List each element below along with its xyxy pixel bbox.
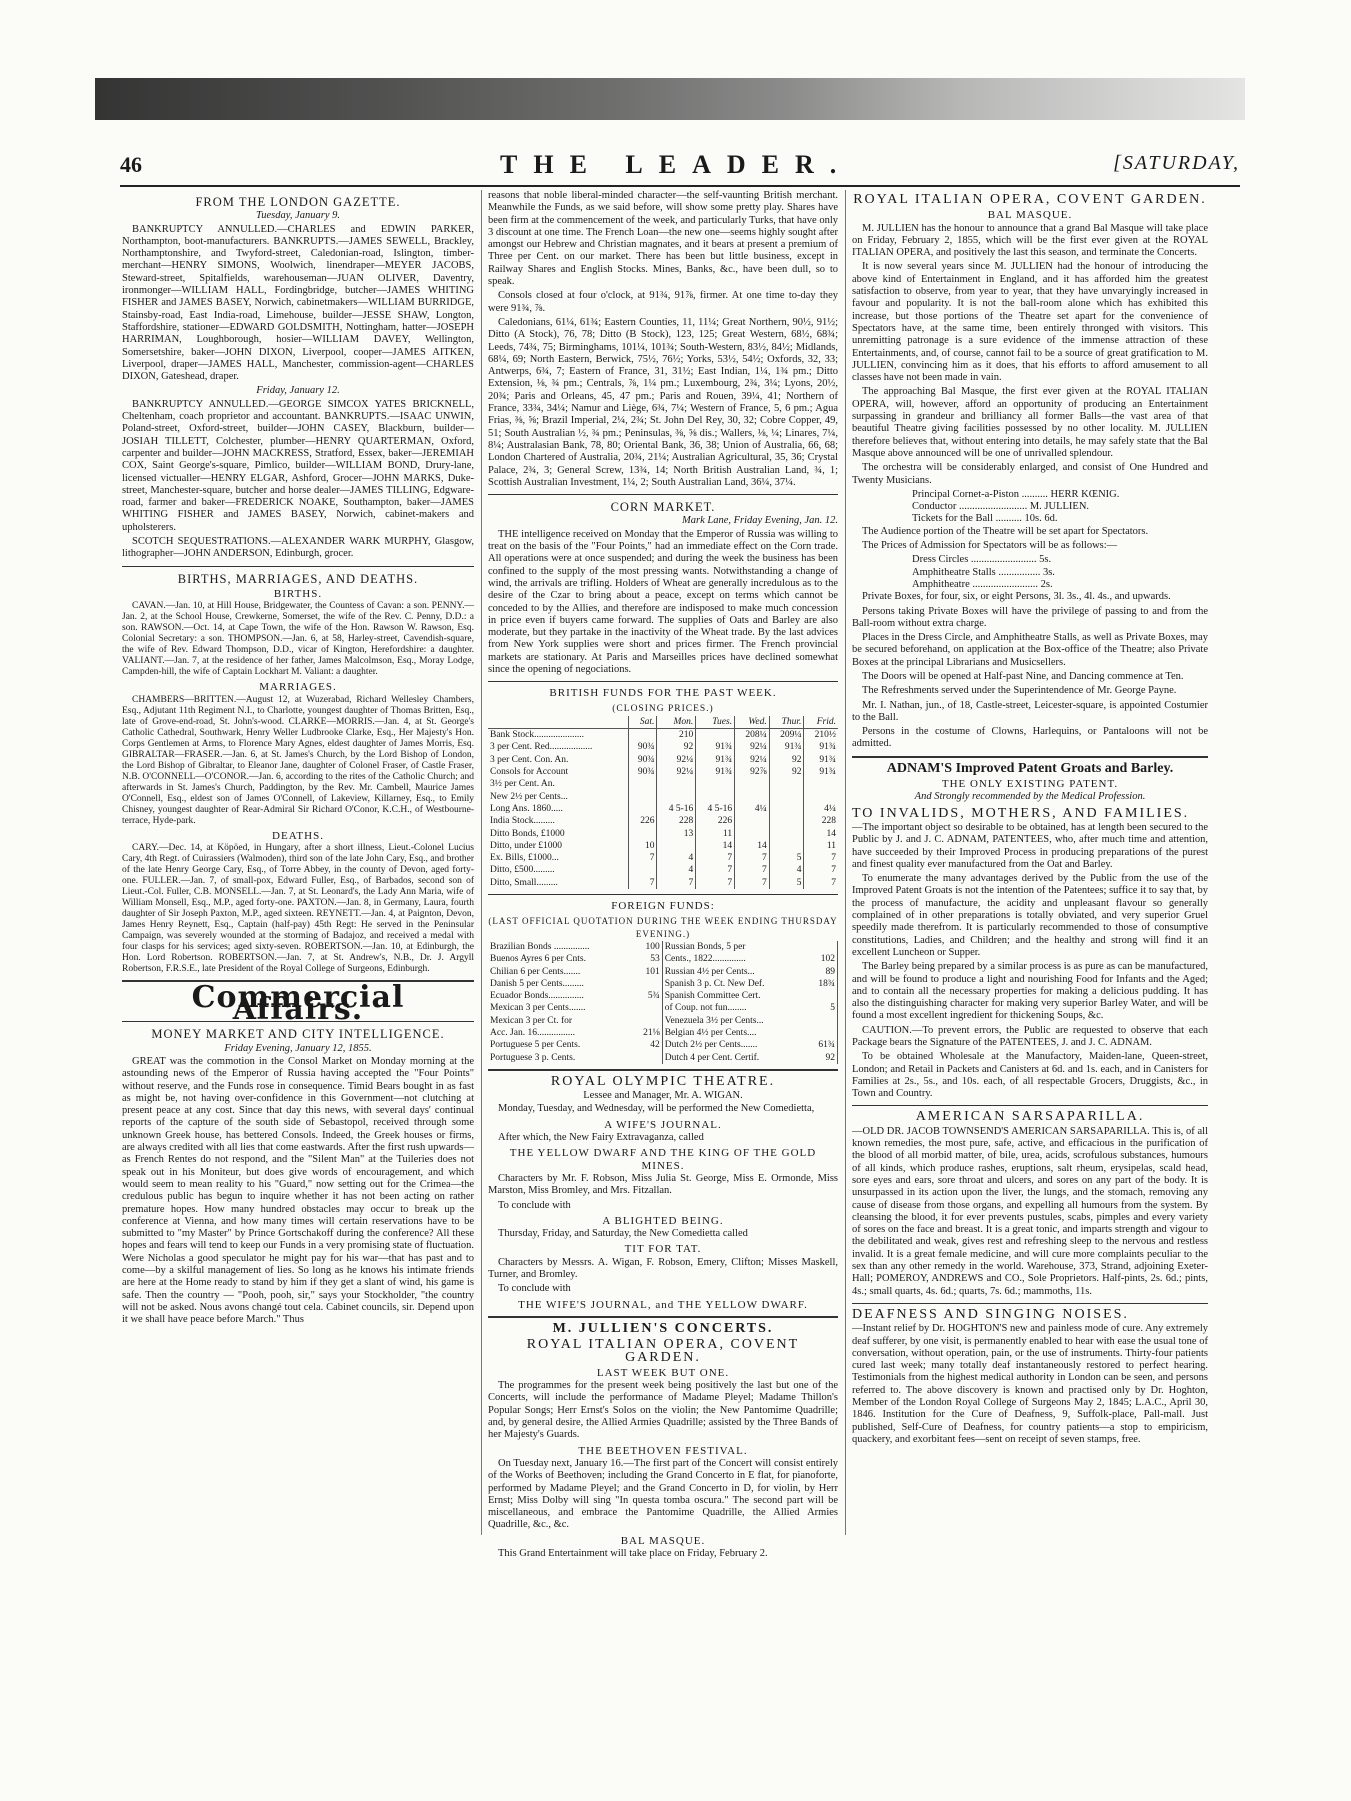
table-cell: 91¾ xyxy=(804,766,838,778)
table-cell: 7 xyxy=(657,877,696,889)
bal-masque-text: This Grand Entertainment will take place on Friday, February 2. xyxy=(498,1547,768,1559)
divider xyxy=(488,894,838,895)
table-cell: 7 xyxy=(629,852,657,864)
table-cell: Danish 5 per Cents......... xyxy=(490,978,584,989)
commercial-affairs-heading: Commercial Affairs. xyxy=(191,979,405,1028)
table-cell: Ditto, Small......... xyxy=(490,877,558,888)
opera-subtitle: LAST WEEK BUT ONE. xyxy=(596,1366,730,1379)
olympic-text: To conclude with xyxy=(498,1199,571,1211)
corn-market-title: CORN MARKET. xyxy=(610,500,716,515)
table-cell: 91¾ xyxy=(804,741,838,753)
price-line: Dress Circles ......................... 5s. xyxy=(912,554,1052,566)
table-row xyxy=(488,840,838,852)
table-cell: Spanish Committee Cert. xyxy=(664,991,761,1002)
olympic-text: Monday, Tuesday, and Wednesday, will be performed the New Comedietta, xyxy=(498,1103,815,1115)
table-cell xyxy=(696,778,735,790)
british-funds-table xyxy=(488,716,838,889)
table-cell xyxy=(696,791,735,803)
table-cell: Spanish 3 p. Ct. New Def. xyxy=(664,978,765,989)
opera-ball-subtitle: BAL MASQUE. xyxy=(987,209,1073,222)
deaths-heading: DEATHS. xyxy=(272,829,324,842)
table-header-cell: Frid. xyxy=(804,716,838,729)
table-row xyxy=(488,1039,838,1051)
table-cell: New 2½ per Cents... xyxy=(490,791,568,802)
adnam-text: The Barley being prepared by a similar process is as pure as can be manufactured, and will be found to produce a light and nourishing Food for Infants and the Aged; and to contain all the necessary properties for making a delicious pudding. It has also the distinguishing character for making very superior Barley Water, and will be found a most excellent ingredient for thickening Soups, &c. xyxy=(852,961,1208,1022)
table-row xyxy=(488,953,838,965)
table-row xyxy=(488,966,838,978)
sarsaparilla-title: AMERICAN SARSAPARILLA. xyxy=(915,1109,1145,1125)
table-row xyxy=(488,877,838,889)
consols-close: Consols closed at four o'clock, at 91¾, 91⅞, firmer. At one time to-day they were 91¾, ⅞. xyxy=(488,290,838,314)
table-cell: Ecuador Bonds............... xyxy=(490,991,584,1002)
divider xyxy=(852,756,1208,758)
table-row xyxy=(488,1002,838,1014)
table-cell: 5¾ xyxy=(633,990,663,1002)
corn-market-body: THE intelligence received on Monday that the Emperor of Russia was willing to treat on the basis of the "Four Points," had an immediate effect on the Corn trade. All operations were at once suspended; and during the week the business has been confined to the supply of the most pressing wants. Notwithstanding a change of wind, the arrivals are trifling. Holders of Wheat are generally incredulous as to the desire of the Czar to bring about a peace, except on terms which cannot be conceded to by the Allies, and therefore are indisposed to make much concession in price even if buyers came forward. The supplies of Oats and Barley are also moderate, but they partake in the inactivity of the Wheat trade. By the last advices from New York supplies were short and prices firmer. The French provincial markets are stationary. At Paris and Marseilles prices have declined somewhat since the opening of negociations. xyxy=(488,528,838,675)
orchestra-list xyxy=(852,489,1208,526)
scan-shadow xyxy=(95,78,1245,120)
table-cell xyxy=(808,990,838,1002)
table-row xyxy=(488,941,838,953)
table-cell: 4¼ xyxy=(804,803,838,815)
table-cell: 102 xyxy=(808,953,838,965)
share-prices: Caledonians, 61¼, 61¾; Eastern Counties, 11, 11¼; Great Northern, 90½, 91½; Ditto (A Stock), 76, 78; Ditto (B Stock), 123, 125; Great Western, 68½, 68¾; Leeds, 74¾, 75; Birminghams, 101¼, 101¾; South-Western, 83½, 84½; Midlands, 68¼, 69; North Eastern, Berwick, 75½, 76½; Yorks, 53½, 54½; Oxfords, 32, 33; Antwerps, 6¾, 7; Eastern of France, 31, 31½; East Indian, 1¼, 1¾ pm.; Ditto Extension, ⅛, ¾ pm.; Centrals, ⅞, 1¼ pm.; Luxembourg, 2¾, 3¼; Lyons, 20½, 20¾; Paris and Orleans, 45, 47 pm.; Paris and Rouen, 39¼, 41; Northern of France, 33¾, 34¼; Namur and Liège, 6¾, 7¼; Western of France, 5, 6 pm.; Agua Frias, ⅜, ⅝; Brazil Imperial, 2¼, 2¾; St. John Del Rey, 30, 32; Cobre Copper, 49, 51; South Australian ½, ¾ pm.; Peninsulas, ⅜, ⅝ dis.; Wallers, ⅛, ¼; Linares, 7¼, 8¼; Australasian Bank, 78, 80; Oriental Bank, 36, 38; Union of Australia, 66, 68; London Chartered of Australia, 20¾, 21¼; Australian Agricultural, 35, 36; Crystal Palace, 2¾, 3; General Screw, 13¾, 14; North British Australian Land, ¾, 1; Scottish Australian Investment, 1¼, 2; South Australian Land, 36¼, 37¼. xyxy=(488,316,838,488)
table-cell: Buenos Ayres 6 per Cnts. xyxy=(490,954,586,965)
opera-ball-text: The Doors will be opened at Half-past Nine, and Dancing commence at Ten. xyxy=(862,670,1184,682)
table-cell: Bank Stock..................... xyxy=(490,730,584,741)
table-cell: 14 xyxy=(735,840,770,852)
table-cell: 14 xyxy=(804,828,838,840)
opera-ball-text: It is now several years since M. JULLIEN had the honour of introducing the above kind of Entertainment in England, and it has afforded him the greatest satisfaction to observe, from year to year, that they have unvaryingly increased in favour and popularity. It is not the ball-room alone which has exhibited this increase, but those portions of the Theatre set apart for the convenience of Spectators have, at the same time, been entirely thronged with visitors. This unremitting patronage is a sure evidence of the immense attraction of these Entertainments, and, of course, cannot fail to be a source of great gratification to M. JULLIEN, convincing him as it does, that his efforts to afford amusement to all classes have not been made in vain. xyxy=(852,261,1208,384)
table-cell xyxy=(735,791,770,803)
table-cell: 90¾ xyxy=(629,766,657,778)
column-divider xyxy=(481,190,482,1535)
table-cell: 7 xyxy=(696,877,735,889)
births-body: CAVAN.—Jan. 10, at Hill House, Bridgewater, the Countess of Cavan: a son. PENNY.—Jan. 2, at the School House, Crewkerne, Somerset, the wife of the Rev. C. Penny, D.D.: a son. RAWSON.—Oct. 14, at Cape Town, the wife of the Hon. Rawson W. Rawson, Esq. Colonial Secretary: a son. THOMPSON.—Jan. 6, at 58, Harley-street, Cavendish-square, the wife of Rev. Edward Thompson, D.D., vicar of Kington, Herefordshire: a daughter. VALIANT.—Jan. 7, at the residence of her father, James Malcolmson, Esq., Moray Lodge, Campden-hill, the wife of Captain Lockhart M. Valiant: a daughter. xyxy=(122,601,474,678)
table-cell: 53 xyxy=(633,953,663,965)
column-3 xyxy=(852,190,1208,1540)
table-cell: 7 xyxy=(735,852,770,864)
table-cell: 18¾ xyxy=(808,978,838,990)
table-cell: 11 xyxy=(804,840,838,852)
table-cell xyxy=(808,941,838,953)
table-cell: 228 xyxy=(657,815,696,827)
table-cell xyxy=(696,729,735,742)
table-cell xyxy=(657,778,696,790)
table-cell: Ditto Bonds, £1000 xyxy=(490,828,565,839)
table-cell: 7 xyxy=(696,852,735,864)
opera-ball-text: The Refreshments served under the Superintendence of Mr. George Payne. xyxy=(862,685,1177,697)
table-cell: Dutch 2½ per Cents....... xyxy=(664,1040,758,1051)
opera-ball-text: Private Boxes, for four, six, or eight Persons, 3l. 3s., 4l. 4s., and upwards. xyxy=(862,591,1171,603)
table-cell xyxy=(769,778,804,790)
foreign-funds-title: FOREIGN FUNDS: xyxy=(611,900,715,913)
table-cell: 89 xyxy=(808,966,838,978)
table-cell xyxy=(769,815,804,827)
table-cell xyxy=(629,778,657,790)
table-cell: 100 xyxy=(633,941,663,953)
table-row xyxy=(488,1027,838,1039)
opera-ball-text: M. JULLIEN has the honour to announce that a grand Bal Masque will take place on Friday, February 2, 1855, which will be the first ever given at the ROYAL ITALIAN OPERA, and positively the last this season, and terminate the Concerts. xyxy=(852,222,1208,259)
beethoven-text: On Tuesday next, January 16.—The first part of the Concert will consist entirely of the Works of Beethoven; including the Grand Concerto in E flat, for pianoforte, performed by Madame Pleyel; and the Grand Concerto in D, for violin, by Herr Ernst; Miss Dolby will sing "In questa tomba oscura." The second part will be miscellaneous, and embrace the Pantomime Quadrille, the Allied Armies Quadrille, &c., &c. xyxy=(488,1457,838,1531)
price-list xyxy=(852,554,1208,591)
money-market-title: MONEY MARKET AND CITY INTELLIGENCE. xyxy=(151,1027,445,1042)
table-header-cell: Thur. xyxy=(769,716,804,729)
table-cell: 10 xyxy=(629,840,657,852)
olympic-play: A BLIGHTED BEING. xyxy=(602,1214,724,1227)
table-row xyxy=(488,978,838,990)
births-heading: BIRTHS. xyxy=(273,587,323,600)
table-cell xyxy=(769,840,804,852)
adnam-tagline: And Strongly recommended by the Medical Profession. xyxy=(914,791,1146,803)
divider xyxy=(122,566,474,567)
olympic-text: To conclude with xyxy=(498,1283,571,1295)
table-cell: 92⅞ xyxy=(735,766,770,778)
table-cell: 7 xyxy=(696,864,735,876)
masthead xyxy=(120,150,1240,184)
page-number: 46 xyxy=(120,152,142,177)
table-cell xyxy=(633,1015,663,1027)
opera-ball-title: ROYAL ITALIAN OPERA, COVENT GARDEN. xyxy=(853,192,1207,207)
divider xyxy=(488,1069,838,1071)
table-cell: 226 xyxy=(696,815,735,827)
table-row xyxy=(488,828,838,840)
opera-ball-text: The orchestra will be considerably enlarged, and consist of One Hundred and Twenty Musicians. xyxy=(852,462,1208,486)
table-cell: 21⅛ xyxy=(633,1027,663,1039)
table-cell: 7 xyxy=(735,877,770,889)
price-line: Amphitheatre Stalls ................ 3s. xyxy=(912,566,1055,578)
olympic-text: Thursday, Friday, and Saturday, the New Comedietta called xyxy=(498,1228,748,1240)
table-cell: Russian 4½ per Cents... xyxy=(664,966,755,977)
olympic-text: Characters by Messrs. A. Wigan, F. Robson, Emery, Clifton; Misses Maskell, Turner, and Bromley. xyxy=(488,1256,838,1281)
gazette-date: Tuesday, January 9. xyxy=(256,210,340,222)
table-cell xyxy=(657,840,696,852)
table-cell: 4 xyxy=(769,864,804,876)
table-cell: 90¾ xyxy=(629,754,657,766)
table-cell: Consols for Account xyxy=(490,767,569,778)
table-cell: 11 xyxy=(696,828,735,840)
table-header-cell xyxy=(488,716,629,729)
table-header-cell: Tues. xyxy=(696,716,735,729)
table-cell: 3 per Cent. Red.................. xyxy=(490,742,593,753)
table-row xyxy=(488,1015,838,1027)
table-cell: 91¾ xyxy=(696,766,735,778)
gazette-body: BANKRUPTCY ANNULLED.—CHARLES and EDWIN PARKER, Northampton, boot-manufacturers. BANKRUPTS.—JAMES SEWELL, Brackley, Northamptonshire, and Twyford-street, Caledonian-road, Islington, timber-merchant—HENRY SIMONS, Woolwich, linendraper—MEYER JACOBS, Steward-street, Spitalfields, warehouseman—JUAN OLIVER, Daventry, ironmonger—WILLIAM HALL, Fordingbridge, butcher—JAMES WHITING FISHER and JAMES BASEY, Norwich, cabinetmakers—WILLIAM BURRIDGE, Stainsby-road, East India-road, Limehouse, builder—JESSE SHAW, Longton, Staffordshire, stationer—EDWARD GOLDSMITH, Nottingham, hatter—JOSEPH HARRIMAN, Loughborough, hosier—WILLIAM DAVEY, Wellington, Somersetshire, baker—JOHN DIXON, Liverpool, cooper—JAMES AITKEN, Liverpool, draper—JAMES HALL, Manchester, commission-agent—CHARLES DIXON, Gateshead, draper. xyxy=(122,223,474,383)
table-cell: Mexican 3 per Ct. for xyxy=(490,1015,573,1026)
column-2 xyxy=(488,190,838,1559)
table-cell: Chilian 6 per Cents....... xyxy=(490,966,581,977)
table-cell: 91¾ xyxy=(696,754,735,766)
page-title: THE LEADER. xyxy=(500,150,853,179)
table-cell: 92 xyxy=(657,741,696,753)
adnam-title: ADNAM'S Improved Patent Groats and Barley. xyxy=(886,760,1174,776)
table-row xyxy=(488,729,838,742)
table-row xyxy=(488,815,838,827)
adnam-heading: TO INVALIDS, MOTHERS, AND FAMILIES. xyxy=(852,805,1190,821)
table-cell: 92 xyxy=(769,766,804,778)
table-cell xyxy=(629,864,657,876)
table-cell: Ditto, under £1000 xyxy=(490,840,563,851)
table-cell xyxy=(735,815,770,827)
table-cell: 7 xyxy=(804,852,838,864)
table-cell xyxy=(808,1015,838,1027)
table-cell: 210½ xyxy=(804,729,838,742)
table-cell xyxy=(633,1002,663,1014)
table-cell xyxy=(804,778,838,790)
table-cell: 209¼ xyxy=(769,729,804,742)
table-header-cell: Mon. xyxy=(657,716,696,729)
table-cell: 91¾ xyxy=(696,741,735,753)
table-cell: 3 per Cent. Con. An. xyxy=(490,754,569,765)
foreign-funds-table xyxy=(488,941,838,1064)
table-cell: Portuguese 3 p. Cents. xyxy=(490,1052,576,1063)
table-cell: 92¼ xyxy=(657,754,696,766)
table-cell: Russian Bonds, 5 per xyxy=(664,941,746,952)
divider xyxy=(852,1105,1208,1106)
marriages-body: CHAMBERS—BRITTEN.—August 12, at Wuzerabad, Richard Wellesley Chambers, Esq., Adjutant 11th Regiment N.I., to Charlotte, youngest daughter of Thomas Britten, Esq., late of Grove-end-road, St. John's-wood. CLARKE—MORRIS.—Jan. 4, at St. George's Catholic Cathedral, Southwark, Henry Weller Ludbrooke Clarke, Esq., Her Majesty's Hon. Corps Gentlemen at Arms, to Florence Mary Agnes, eldest daughter of James Morris, Esq. GIBRALTAR—FRASER.—Jan. 6, at St. James's Church, by the Lord Bishop of London, the Lord Bishop of Gibraltar, to Eleanor Jane, daughter of Colonel Fraser, of Castle Fraser, N.B. O'CONNELL—O'CONOR.—Jan. 6, according to the rites of the Catholic Church; and afterwards in St. James's Church, Paddington, by the Rev. Mr. Cambell, Maurice James O'Connell, Esq., eldest son of James O'Connell, of Lakeview, Killarney, Esq., to Emily Chisney, youngest daughter of Rear-Admiral Sir Richard O'Conor, K.C.H., of Westbourne-terrace, Hyde-park. xyxy=(122,694,474,826)
price-line: Amphitheatre ......................... 2s. xyxy=(912,578,1053,590)
table-cell: 91¾ xyxy=(804,754,838,766)
table-cell xyxy=(769,828,804,840)
table-header-cell: Sat. xyxy=(629,716,657,729)
table-cell: 4¼ xyxy=(735,803,770,815)
table-cell: 7 xyxy=(735,864,770,876)
table-cell: 13 xyxy=(657,828,696,840)
table-cell: Acc. Jan. 16................ xyxy=(490,1028,575,1038)
table-cell: 92 xyxy=(769,754,804,766)
british-funds-subtitle: (CLOSING PRICES.) xyxy=(612,703,714,714)
table-cell: Mexican 3 per Cents....... xyxy=(490,1003,586,1014)
table-cell: 7 xyxy=(804,864,838,876)
table-row xyxy=(488,852,838,864)
table-cell: Portuguese 5 per Cents. xyxy=(490,1040,581,1051)
bal-masque-title: BAL MASQUE. xyxy=(620,1534,706,1547)
table-cell: 42 xyxy=(633,1039,663,1051)
table-cell: 208¼ xyxy=(735,729,770,742)
table-cell: 7 xyxy=(804,877,838,889)
table-row xyxy=(488,864,838,876)
orchestra-line: Conductor .......................... M. JULLIEN. xyxy=(912,501,1090,513)
table-cell: Ditto, £500......... xyxy=(490,865,555,876)
olympic-play: A WIFE'S JOURNAL. xyxy=(604,1118,722,1131)
table-cell xyxy=(629,803,657,815)
opera-ball-text: Mr. I. Nathan, jun., of 18, Castle-street, Leicester-square, is appointed Costumier to the Ball. xyxy=(852,699,1208,723)
table-cell: 226 xyxy=(629,815,657,827)
opera-ball-text: The Prices of Admission for Spectators will be as follows:— xyxy=(862,540,1118,552)
olympic-play: TIT FOR TAT. xyxy=(624,1243,702,1256)
opera-ball-text: Places in the Dress Circle, and Amphitheatre Stalls, as well as Private Boxes, may be secured beforehand, on application at the Box-office of the Theatre; also Private Boxes at the principal Librarians and Musicsellers. xyxy=(852,632,1208,668)
table-row xyxy=(488,766,838,778)
table-cell: 92¼ xyxy=(735,741,770,753)
column-1 xyxy=(122,190,474,1540)
gazette-body: BANKRUPTCY ANNULLED.—GEORGE SIMCOX YATES BRICKNELL, Cheltenham, coach proprietor and accountant. BANKRUPTS.—ISAAC UNWIN, Poland-street, Oxford-street, builder—JOHN CASEY, Blackburn, builder—JOSIAH TILLETT, Colchester, plumber—HENRY QUARTERMAN, Oxford, carpenter and builder—JOHN MACKRESS, Stratford, Essex, baker—JEREMIAH COX, Saint George's-square, Pimlico, builder—WILLIAM BOND, Drury-lane, licensed victualler—HENRY ELGAR, Ashford, Grocer—JOHN MARKS, Duke-street, Manchester-square, butcher and horse dealer—JAMES TILLING, Edgware-road, farmer and baker—FREDERICK NOAKE, Southampton, baker—JAMES WHITING FISHER and JAMES BASEY, Norwich, cabinet-makers and upholsterers. xyxy=(122,398,474,533)
table-cell: Cents., 1822.............. xyxy=(664,954,746,965)
deafness-text: —Instant relief by Dr. HOGHTON'S new and painless mode of cure. Any extremely deaf sufferer, by one visit, is permanently enabled to hear with ease the usual tone of conversation, without operation, pain, or the use of instruments. Thirty-four patients cured last week; many totally deaf instantaneously restored to perfect hearing. Testimonials from the highest medical authority in London can be seen, and persons referred to. The above discovery is known and practised only by Dr. Hoghton, Member of the London Royal College of Surgeons May 2, 1845; L.A.C., April 30, 1846. Institution for the Cure of Deafness, 9, Suffolk-place, Pall-mall. Just published, Self-Cure of Deafness, for country patients—a stop to empiricism, quackery, and exorbitant fees—sent on receipt of seven stamps, free. xyxy=(852,1323,1208,1445)
olympic-manager: Lessee and Manager, Mr. A. WIGAN. xyxy=(583,1090,743,1102)
table-cell: Ex. Bills, £1000... xyxy=(490,853,559,864)
divider xyxy=(488,1316,838,1318)
table-row xyxy=(488,990,838,1002)
money-market-continued: reasons that noble liberal-minded character—the self-vaunting British merchant. Meanwhile the Funds, as we said before, will show some pretty play. Shares have been firm at the commencement of the week, and particularly Turks, that have only 3 discount at one time. The French Loan—the new one—seems highly sought after amongst our Hebrew and Christian magnates, and it bears at present a premium of Three per Cent. on our market. There has been but little business, except in Railway Shares and English Stocks. Mines, Banks, &c., have been dull, so to speak. xyxy=(488,190,838,288)
opera-ball-text: The Audience portion of the Theatre will be set apart for Spectators. xyxy=(862,525,1149,537)
adnam-text: To enumerate the many advantages derived by the Public from the use of the Improved Patent Groats is not the intention of the Patentees; suffice it to say that, by the process of manufacture, the acidity and unpleasant flavour so generally complained of in other preparations is totally obviated, and very superior Gruel speedily made therefrom. It is particularly recommended to those of consumptive constitutions, Ladies, and Children; and the healthy and strong will find it an excellent Luncheon or Supper. xyxy=(852,873,1208,958)
table-cell: 92¼ xyxy=(735,754,770,766)
money-market-date: Friday Evening, January 12, 1855. xyxy=(224,1042,372,1054)
british-funds-title: BRITISH FUNDS FOR THE PAST WEEK. xyxy=(549,687,777,700)
table-cell: 228 xyxy=(804,815,838,827)
table-cell: Dutch 4 per Cent. Certif. xyxy=(664,1052,760,1063)
gazette-body: SCOTCH SEQUESTRATIONS.—ALEXANDER WARK MURPHY, Glasgow, lithographer—JOHN ANDERSON, Edinburgh, grocer. xyxy=(122,536,474,560)
opera-text: The programmes for the present week being positively the last but one of the Concerts, will include the performance of Madame Pleyel; Madame Thillon's Popular Songs; Herr Ernst's Solos on the violin; the New Pantomime Quadrille; and, by general desire, the Allied Armies Quadrille; assisted by the Three Bands of her Majesty's Guards. xyxy=(488,1380,838,1441)
orchestra-line: Tickets for the Ball .......... 10s. 6d. xyxy=(912,513,1058,525)
opera-ball-text: Persons taking Private Boxes will have the privilege of passing to and from the Ball-room without extra charge. xyxy=(852,605,1208,629)
sarsaparilla-text: —OLD DR. JACOB TOWNSEND'S AMERICAN SARSAPARILLA. This is, of all known remedies, the most pure, safe, active, and efficacious in the purification of the blood of all morbid matter, of bile, urea, acids, scrofulous substances, humours of all kinds, which produce rashes, eruptions, salt rheum, erysipelas, scald head, sore eyes and ears, sore throat and ulcers, and sores on any part of the body. It is unsurpassed in its action upon the liver, the lungs, and the stomach, removing any cause of disease from those organs, and expelling all humours from the system. By cleansing the blood, it for ever prevents pustules, scabs, pimples and every variety of sores on the face and breast. It is a great tonic, and imparts strength and vigour to the debilitated and weak, gives rest and refreshing sleep to the nervous and restless invalid. It is a great female medicine, and will cure more complaints peculiar to the sex than any other remedy in the world. Warehouse, 373, Strand, adjoining Exeter-Hall; POMEROY, ANDREWS and CO., Sole Proprietors. Half-pints, 2s. 6d.; pints, 4s.; small quarts, 4s. 6d.; quarts, 7s. 6d.; mammoths, 11s. xyxy=(852,1125,1208,1297)
table-cell: Venezuela 3½ per Cents... xyxy=(664,1015,764,1026)
table-cell: 4 xyxy=(657,864,696,876)
table-cell xyxy=(735,828,770,840)
table-cell xyxy=(629,828,657,840)
table-cell: Brazilian Bonds ............... xyxy=(490,941,590,952)
olympic-theatre-title: ROYAL OLYMPIC THEATRE. xyxy=(550,1073,776,1089)
olympic-play: THE YELLOW DWARF AND THE KING OF THE GOLD MINES. xyxy=(509,1147,817,1172)
adnam-subtitle: THE ONLY EXISTING PATENT. xyxy=(941,778,1119,791)
opera-ball-text: The approaching Bal Masque, the first ever given at the ROYAL ITALIAN OPERA, will, however, afford an opportunity of producing an Entertainment surpassing in grandeur and brilliancy all former Balls—the vast area of that beautiful Theatre giving facilities possessed by no other locality. M. JULLIEN therefore believes that, without entering into details, he may safely state that the Bal Masque above announced will be one of unrivalled splendour. xyxy=(852,386,1208,459)
table-row xyxy=(488,803,838,815)
table-cell: 90¾ xyxy=(629,741,657,753)
adnam-text: To be obtained Wholesale at the Manufactory, Maiden-lane, Queen-street, London; and Retail in Packets and Canisters at 6d. and 1s. each, and in Canisters for Families at 2s., 5s., and 10s. each, of all respectable Grocers, Druggists, &c., in Town and Country. xyxy=(852,1051,1208,1100)
table-cell: 101 xyxy=(633,966,663,978)
olympic-text: Characters by Mr. F. Robson, Miss Julia St. George, Miss E. Ormonde, Miss Marston, Miss Bromley, and Mrs. Fitzallan. xyxy=(488,1172,838,1197)
table-row xyxy=(488,791,838,803)
opera-ball-text: Persons in the costume of Clowns, Harlequins, or Pantaloons will not be admitted. xyxy=(852,726,1208,750)
opera-title: ROYAL ITALIAN OPERA, COVENT GARDEN. xyxy=(526,1337,800,1365)
table-row xyxy=(488,754,838,766)
table-cell: 4 xyxy=(657,852,696,864)
table-header-cell: Wed. xyxy=(735,716,770,729)
table-cell: 5 xyxy=(769,877,804,889)
table-cell: of Coup. not fun........ xyxy=(664,1003,747,1014)
masthead-rule xyxy=(120,185,1240,187)
table-header-row xyxy=(488,716,838,729)
deafness-title: DEAFNESS AND SINGING NOISES. xyxy=(852,1306,1129,1322)
table-cell: 92¼ xyxy=(657,766,696,778)
olympic-play: THE WIFE'S JOURNAL, and THE YELLOW DWARF. xyxy=(518,1298,808,1311)
table-cell: 91¾ xyxy=(769,741,804,753)
divider xyxy=(852,1303,1208,1304)
table-cell xyxy=(808,1027,838,1039)
table-cell: 4 5-16 xyxy=(657,803,696,815)
table-cell xyxy=(769,803,804,815)
table-cell: 5 xyxy=(808,1002,838,1014)
divider xyxy=(488,681,838,682)
table-cell xyxy=(804,791,838,803)
orchestra-line: Principal Cornet-a-Piston .......... HERR KŒNIG. xyxy=(912,488,1120,500)
table-cell xyxy=(633,1052,663,1064)
money-market-body: GREAT was the commotion in the Consol Market on Monday morning at the astounding news of the Emperor of Russia having accepted the "Four Points" without reserve, and the Funds rose in consequence. Timid Bears bought in as fast as might be, not having over-confidence in this Government—not clutching at present peace at any cost. Since that day this news, with several days' continual reports of the capture of the south side of Sebastopol, received through some unknown Greek house, has bettered Consols. Indeed, the Greek houses or firms, are always credited with all lies that come eastwards. After the first rush upwards—as French Rentes do not respond, and the "Silent Man" at the Tuileries does not speak out in his Moniteur, but does give words of encouragement, and which would seem to mean reality to his "Guard," now setting out for the Crimea—the credulous public has begun to inquire whether it has not been acting on rather premature hopes. How many hundred obstacles may occur to break up the conference at Vienna, and how many times will certain reservations have to be submitted to "my Master" by Prince Gortschakoff during the conference? All these hopes and fears will tend to keep our Funds in a very promising state of fluctuation. Were Nicholas a good speculator he might pay for his war—that has past and to come—by a skilful management of lies. So long as he knows his intimate friends are here at the Home ready to stand by him if they get a slant of wind, his game is safe. Then the country — "Pooh, pooh, sir," says your Stockholder, "the country will not be asked. Nous avons changé tout cela. Cabinet councils, sir. Depend upon it we shall have peace before March." Thus xyxy=(122,1055,474,1326)
table-cell xyxy=(629,729,657,742)
table-cell: 92 xyxy=(808,1052,838,1064)
table-cell: 4 5-16 xyxy=(696,803,735,815)
foreign-funds-subtitle: (LAST OFFICIAL QUOTATION DURING THE WEEK ENDING THURSDAY EVENING.) xyxy=(488,916,838,939)
table-cell: 14 xyxy=(696,840,735,852)
table-row xyxy=(488,778,838,790)
table-cell xyxy=(633,978,663,990)
table-cell: Belgian 4½ per Cents.... xyxy=(664,1028,757,1038)
table-cell xyxy=(629,791,657,803)
adnam-text: CAUTION.—To prevent errors, the Public are requested to observe that each Package bears the Signature of the PATENTEES, J. and J. C. ADNAM. xyxy=(852,1024,1208,1048)
olympic-text: After which, the New Fairy Extravaganza, called xyxy=(498,1132,704,1144)
table-cell: 7 xyxy=(629,877,657,889)
table-row xyxy=(488,741,838,753)
table-cell: Long Ans. 1860..... xyxy=(490,803,563,814)
table-row xyxy=(488,1052,838,1064)
adnam-text: —The important object so desirable to be obtained, has at length been secured to the Public by J. and J. C. ADNAM, PATENTEES, who, after much time and attention, have succeeded by their Improved Process in producing preparations of the purest and finest quality ever manufactured from the Oat and Barley. xyxy=(852,821,1208,870)
table-cell xyxy=(657,791,696,803)
column-divider xyxy=(845,190,846,1535)
table-cell xyxy=(769,791,804,803)
deaths-body: CARY.—Dec. 14, at Köpöed, in Hungary, after a short illness, Lieut.-Colonel Lucius Cary, 4th Regt. of Cuirassiers (Walmoden), third son of the late John Cary, Esq., and brother of the late Henry George Cary, Esq., of Torre Abbey, in the county of Devon, aged forty-one. FULLER.—Jan. 7, of small-pox, Edward Fuller, Esq., of Barbados, second son of Lieut.-Col. Fuller, C.B. MONSELL.—Jan. 7, at St. Leonard's, the Lady Ann Maria, wife of William Monsell, Esq., M.P., aged forty-one. PAXTON.—Jan. 8, in Germany, Laura, fourth daughter of Sir Joseph Paxton, M.P., aged sixteen. REYNETT.—Jan. 4, at Paignton, Devon, James Henry Reynett, Esq., Captain (half-pay) 45th Regt: He served in the Peninsular Campaign, was severely wounded at the storming of Badajoz, and received a medal with four clasps for his services; aged sixty-seven. ROBERTSON.—Jan. 10, at Edinburgh, the Hon. Lord Robertson. ROBERTSON.—Jan. 7, at St. Andrew's, N.B., Dr. J. Argyll Robertson, F.R.S.E., late President of the Royal College of Surgeons, Edinburgh. xyxy=(122,842,474,974)
bmd-title: BIRTHS, MARRIAGES, AND DEATHS. xyxy=(177,571,419,586)
marriages-heading: MARRIAGES. xyxy=(259,681,337,694)
masthead-day: [SATURDAY, xyxy=(1113,152,1240,174)
table-cell: 5 xyxy=(769,852,804,864)
table-cell xyxy=(735,778,770,790)
beethoven-title: THE BEETHOVEN FESTIVAL. xyxy=(578,1444,748,1457)
divider xyxy=(488,494,838,495)
gazette-title: FROM THE LONDON GAZETTE. xyxy=(195,195,401,209)
table-cell: India Stock......... xyxy=(490,816,555,827)
jullien-concerts-title: M. JULLIEN'S CONCERTS. xyxy=(552,1320,774,1336)
gazette-date: Friday, January 12. xyxy=(256,385,340,397)
table-cell: 210 xyxy=(657,729,696,742)
table-cell: 61¾ xyxy=(808,1039,838,1051)
table-cell: 3½ per Cent. An. xyxy=(490,779,555,790)
corn-market-date: Mark Lane, Friday Evening, Jan. 12. xyxy=(681,515,838,527)
